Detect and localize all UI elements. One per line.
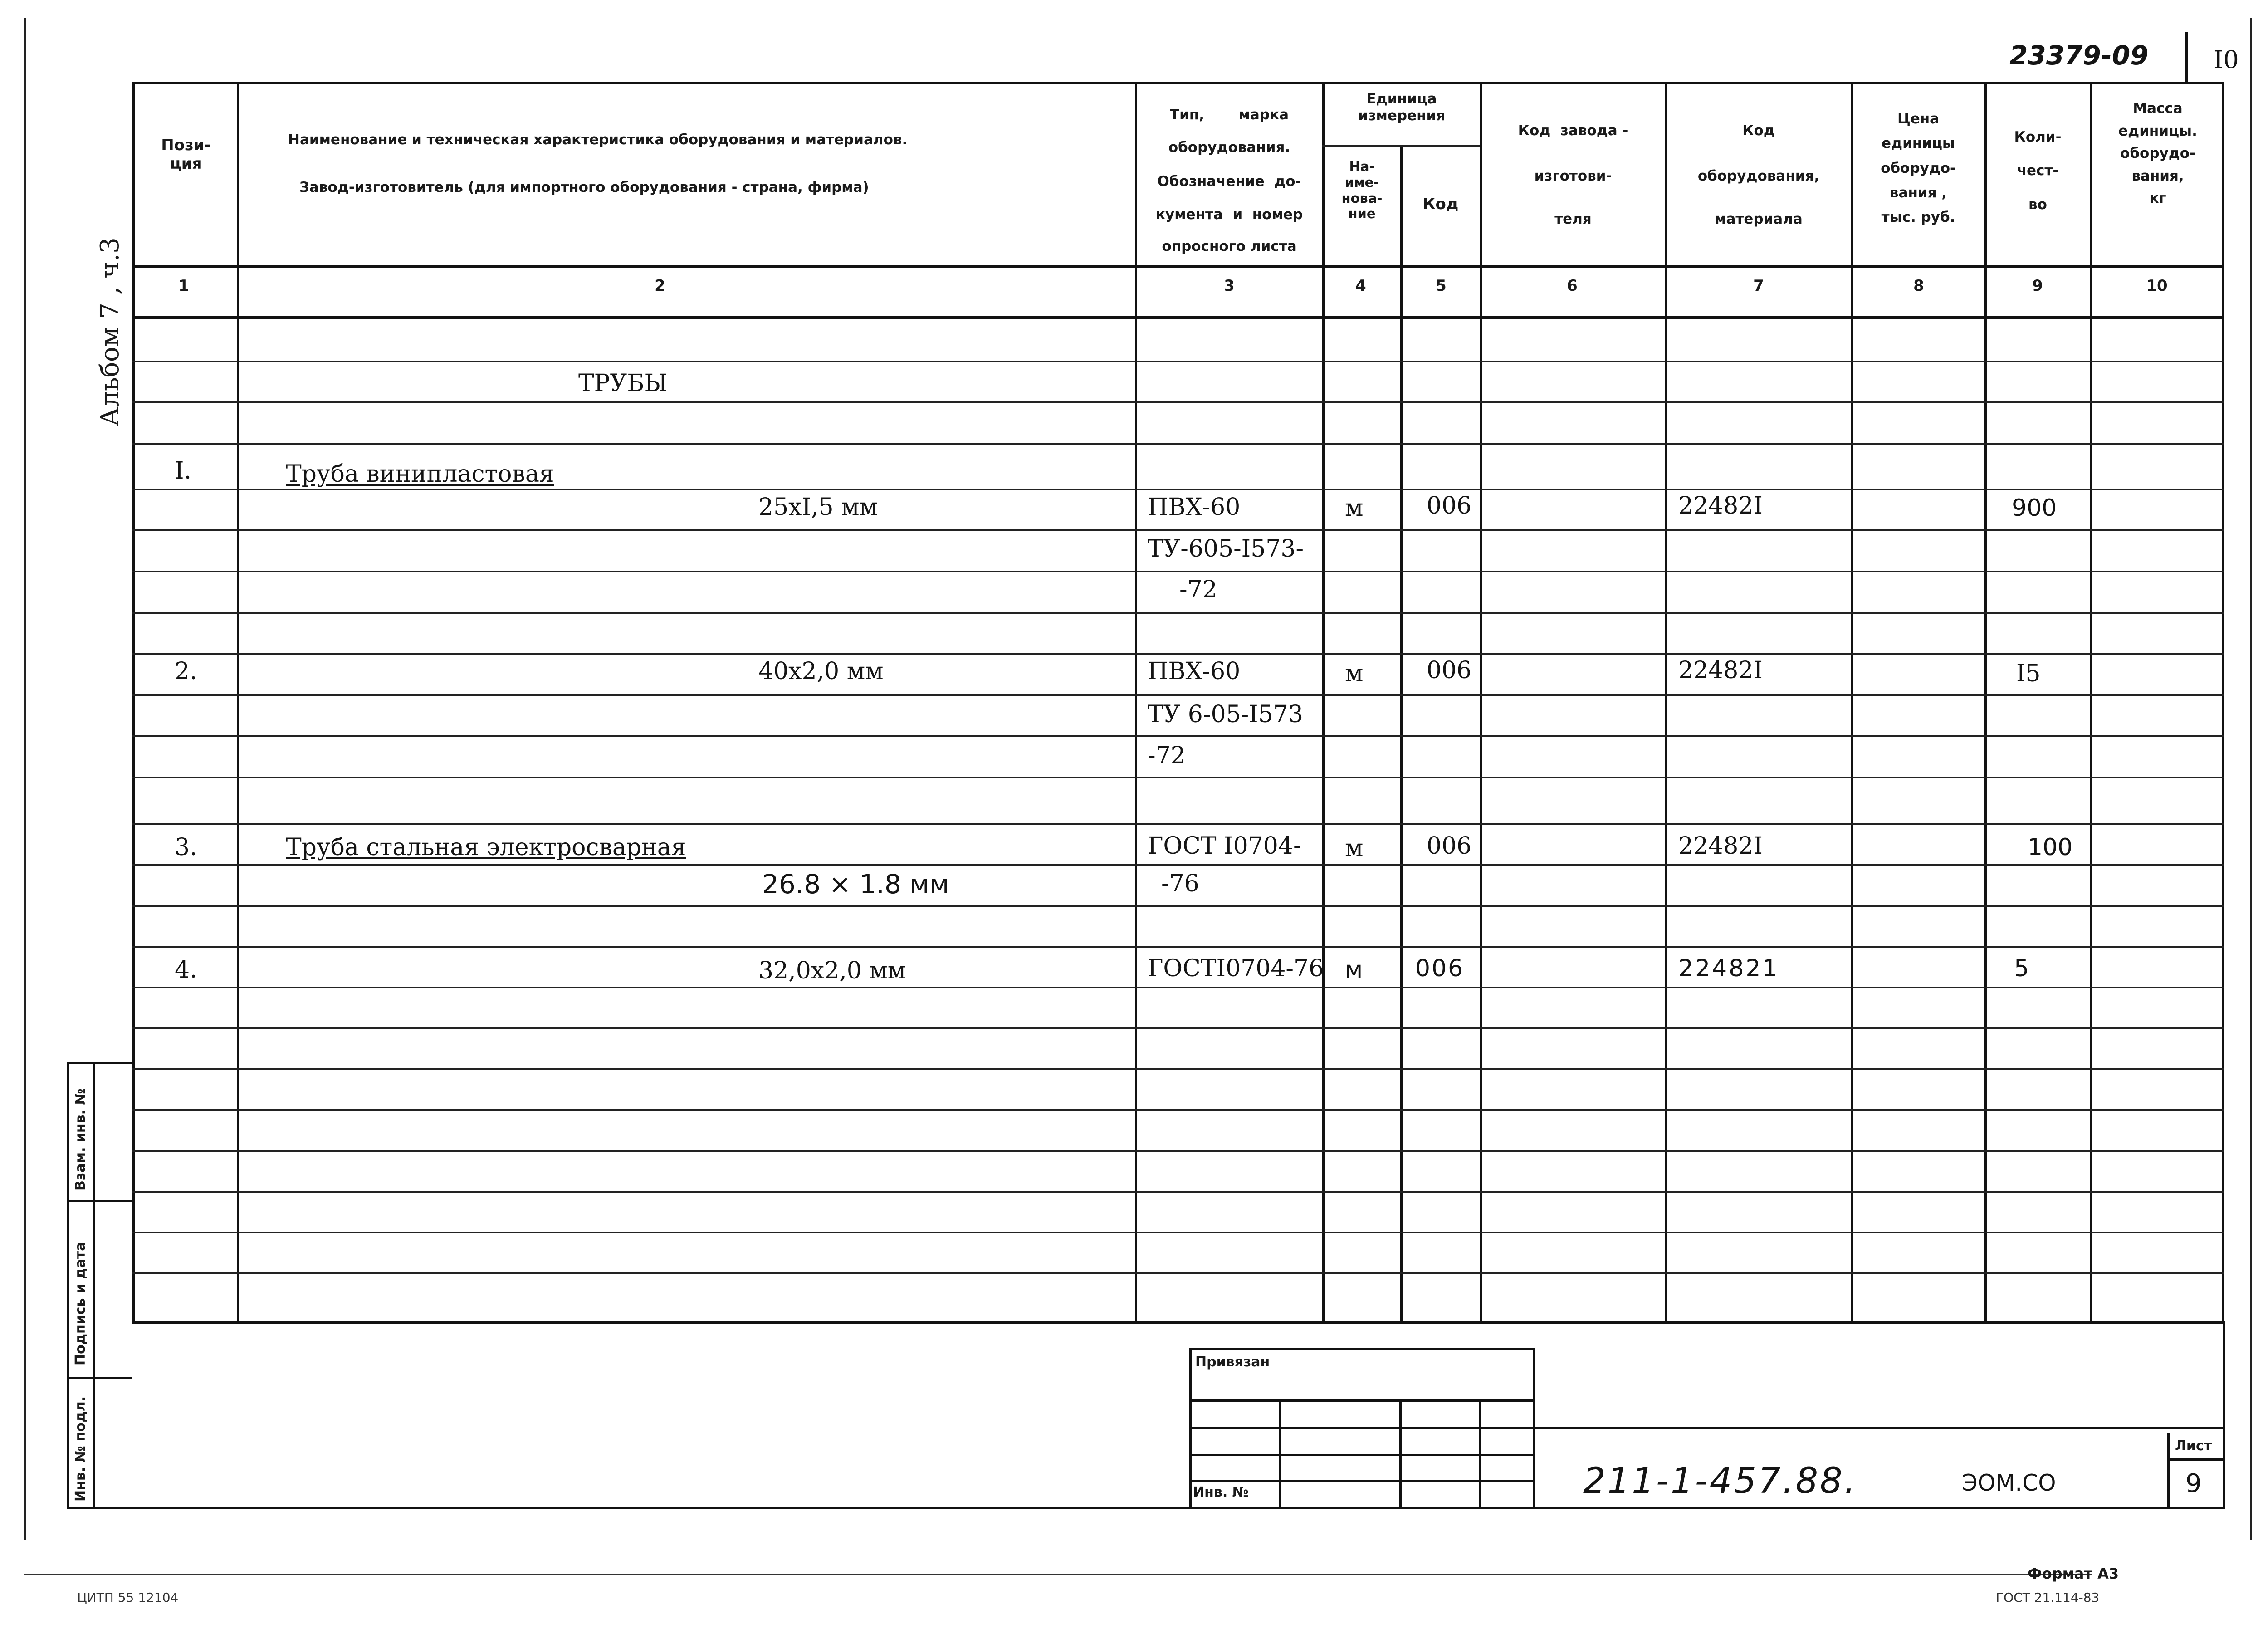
row-line (132, 529, 2224, 531)
row-line (132, 1232, 2224, 1233)
header-name-line1: Наименование и техническая характеристика оборудования и материалов. (288, 132, 908, 148)
title-block-line (1189, 1348, 1534, 1350)
drawing-code: 211-1-457.88. (1583, 1461, 1857, 1502)
row1-quantity: 900 (2012, 494, 2057, 522)
row3-size: 26.8 × 1.8 мм (762, 869, 949, 900)
column-number: 5 (1436, 277, 1447, 295)
header-material-code-line2: оборудования, (1697, 168, 1820, 184)
row-line (132, 946, 2224, 948)
side-stamp-line (67, 1377, 132, 1379)
header-type-line1: Тип, марка (1169, 107, 1289, 123)
row-line (132, 653, 2224, 655)
row-line (132, 361, 2224, 362)
row-line (132, 1109, 2224, 1111)
row2-material-code: 22482I (1678, 657, 1763, 684)
header-unit-name: На- име- нова- ние (1341, 159, 1383, 222)
row-line (132, 612, 2224, 614)
column-number: 3 (1224, 277, 1235, 295)
column-number: 2 (655, 277, 665, 295)
row3-type1: ГОСТ I0704- (1148, 832, 1301, 860)
row3-unit: м (1345, 835, 1364, 862)
list-label: Лист (2175, 1438, 2212, 1454)
title-block-line (1189, 1454, 1534, 1456)
header-unit-code: Код (1422, 195, 1459, 213)
title-block-privyazan: Привязан (1195, 1354, 1270, 1370)
row1-type3: -72 (1179, 576, 1217, 603)
row1-position: I. (175, 457, 192, 484)
side-stamp-line (67, 1200, 132, 1202)
row1-unit: м (1345, 494, 1364, 522)
sheet-code: ЭОМ.СО (1962, 1470, 2056, 1496)
header-position: Пози- ция (161, 136, 211, 173)
row4-code: 006 (1415, 955, 1465, 982)
side-stamp-label-replacement: Взам. инв. № (73, 1088, 88, 1191)
list-box-line (2167, 1458, 2224, 1461)
col-line (1400, 145, 1403, 1324)
side-stamp-label-signature: Подпись и дата (73, 1242, 88, 1365)
row-line (132, 823, 2224, 825)
column-number: 9 (2032, 277, 2043, 295)
row2-code: 006 (1427, 657, 1472, 684)
side-stamp-label-inventory: Инв. № подл. (73, 1396, 88, 1502)
drawing-code-line (1533, 1427, 2225, 1429)
row3-code: 006 (1427, 832, 1472, 860)
title-block-line (1189, 1427, 1534, 1429)
header-mass: Масса единицы. оборудо- вания, кг (2118, 100, 2197, 207)
header-factory-code-line3: теля (1554, 211, 1592, 227)
row-line (132, 864, 2224, 866)
row-line (132, 489, 2224, 490)
row3-name: Труба стальная электросварная (286, 834, 686, 861)
unit-group-line (1322, 145, 1480, 147)
title-block-line (1279, 1399, 1281, 1508)
title-block-line (1479, 1399, 1481, 1508)
row1-type2: ТУ-605-I573- (1148, 535, 1304, 563)
row2-type1: ПВХ-60 (1148, 658, 1241, 685)
column-number: 10 (2146, 277, 2168, 295)
row4-size: 32,0x2,0 мм (758, 957, 906, 984)
row-line (132, 1191, 2224, 1193)
row3-material-code: 22482I (1678, 832, 1763, 860)
header-type-line5: опросного листа (1162, 238, 1297, 254)
column-number: 1 (178, 277, 189, 295)
album-label: Альбом 7 , ч.3 (95, 237, 125, 426)
header-name-line2: Завод-изготовитель (для импортного оборудования - страна, фирма) (299, 179, 869, 196)
header-factory-code-line2: изготови- (1534, 168, 1612, 184)
row2-position: 2. (175, 658, 197, 685)
row3-position: 3. (175, 834, 197, 861)
row-line (132, 1068, 2224, 1070)
header-material-code-line1: Код (1742, 122, 1775, 139)
page-box-divider (2185, 32, 2188, 82)
header-quantity: Коли- чест- во (2014, 129, 2062, 213)
header-factory-code-line1: Код завода - (1518, 122, 1628, 139)
header-unit-group: Единица измерения (1358, 91, 1446, 124)
row-line (132, 1027, 2224, 1029)
header-bottom-line (132, 265, 2224, 268)
row4-quantity: 5 (2014, 955, 2029, 982)
row1-size: 25xI,5 мм (758, 494, 878, 521)
row-line (132, 905, 2224, 907)
row3-quantity: 100 (2028, 834, 2073, 861)
row1-material-code: 22482I (1678, 492, 1763, 519)
row4-material-code: 224821 (1678, 955, 1779, 982)
row3-type2: -76 (1161, 870, 1199, 897)
list-box-left (2167, 1433, 2170, 1508)
column-number: 8 (1913, 277, 1924, 295)
column-number: 6 (1567, 277, 1578, 295)
title-block-line (1399, 1399, 1402, 1508)
row1-code: 006 (1427, 492, 1472, 519)
row-line (132, 987, 2224, 988)
side-stamp-mid (93, 1062, 95, 1508)
header-type-line3: Обозначение до- (1157, 173, 1301, 190)
bottom-border (24, 1574, 2092, 1575)
side-stamp-left (67, 1062, 69, 1508)
row4-type1: ГОСТI0704-76 (1148, 955, 1324, 982)
header-price: Цена единицы оборудо- вания , тыс. руб. (1881, 111, 1956, 225)
list-number: 9 (2185, 1469, 2202, 1498)
row-line (132, 1272, 2224, 1274)
row1-type1: ПВХ-60 (1148, 494, 1241, 521)
side-stamp-line (67, 1062, 132, 1064)
bottom-area-line (93, 1507, 2225, 1509)
header-type-line2: оборудования. (1168, 139, 1290, 156)
column-number: 4 (1355, 277, 1366, 295)
title-block-inv-no: Инв. № (1193, 1484, 1249, 1500)
title-block-line (1189, 1480, 1534, 1482)
row-line (132, 1150, 2224, 1152)
row2-size: 40x2,0 мм (758, 658, 884, 685)
row2-unit: м (1345, 660, 1364, 687)
header-material-code-line3: материала (1715, 211, 1803, 227)
page-number: I0 (2214, 45, 2239, 74)
row2-quantity: I5 (2016, 660, 2041, 687)
title-block-line (1189, 1399, 1534, 1402)
row-line (132, 735, 2224, 737)
row2-type2: ТУ 6-05-I573 (1148, 701, 1303, 728)
row-line (132, 777, 2224, 778)
row2-type3: -72 (1148, 742, 1186, 769)
footer-left: ЦИТП 55 12104 (77, 1590, 179, 1605)
column-number: 7 (1753, 277, 1764, 295)
row-line (132, 401, 2224, 403)
footer-gost: ГОСТ 21.114-83 (1996, 1590, 2100, 1605)
row4-position: 4. (175, 956, 197, 983)
row4-unit: м (1345, 956, 1363, 983)
row-line (132, 443, 2224, 445)
footer-format: Формат А3 (2028, 1565, 2119, 1582)
row-line (132, 571, 2224, 572)
section-title: ТРУБЫ (578, 370, 668, 397)
row1-name: Труба винипластовая (286, 460, 554, 488)
bottom-area-right (2223, 1321, 2225, 1508)
row-line (132, 694, 2224, 696)
document-number: 23379-09 (2009, 40, 2149, 71)
colnum-bottom-line (132, 316, 2224, 319)
header-type-line4: кумента и номер (1155, 206, 1303, 223)
